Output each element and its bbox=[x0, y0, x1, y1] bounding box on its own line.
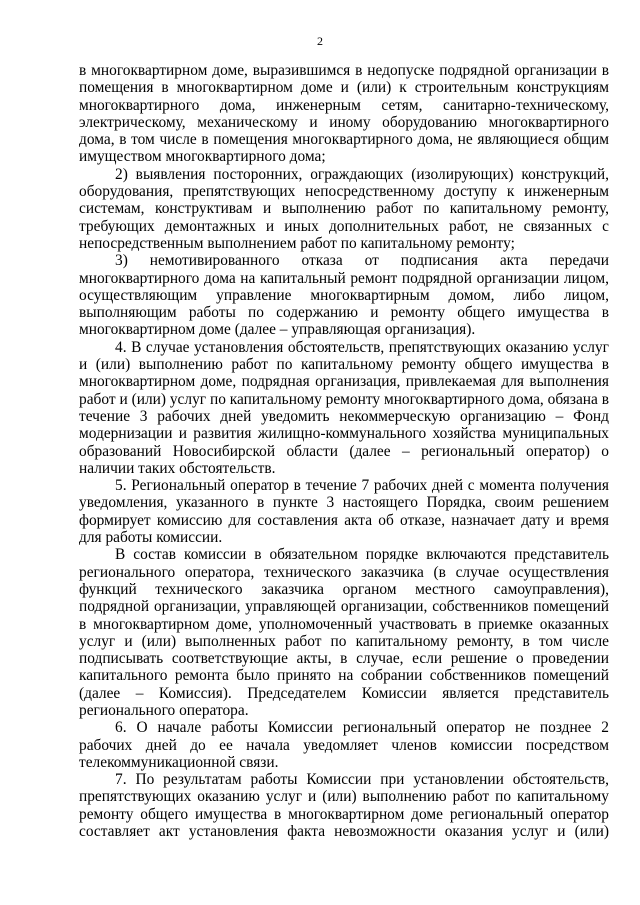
paragraph-item-2: 2) выявления посторонних, ограждающих (изолирующих) конструкций, оборудования, препятствующих непосредственному доступу к инженерным системам, конструктивам и выполнению работ по капитальному ремонту, требующих демонтажных и иных дополнительных работ, не связанных с непосредственным выполнением работ по капитальному ремонту; bbox=[79, 165, 609, 252]
paragraph-clause-5: 5. Региональный оператор в течение 7 рабочих дней с момента получения уведомления, указанного в пункте 3 настоящего Порядка, своим решением формирует комиссию для составления акта об отказе, назначает дату и время для работы комиссии. bbox=[79, 477, 609, 547]
paragraph-continuation: в многоквартирном доме, выразившимся в недопуске подрядной организации в помещения в многоквартирном доме и (или) к строительным конструкциям многоквартирного дома, инженерным сетям, санитарно-техническому, электрическому, механическому и иному оборудованию многоквартирного дома, в том числе в помещения многоквартирного дома, не являющиеся общим имуществом многоквартирного дома; bbox=[79, 62, 609, 166]
paragraph-commission-composition: В состав комиссии в обязательном порядке включаются представитель регионального оператора, технического заказчика (в случае осуществления функций технического заказчика органом местного самоуправления), подрядной организации, управляющей организации, собственников помещений в многоквартирном доме, уполномоченный участвовать в приемке оказанных услуг и (или) выполненных работ по капитальному ремонту, в том числе подписывать соответствующие акты, в случае, если решение о проведении капитального ремонта было принято на собрании собственников помещений (далее – Комиссия). Председателем Комиссии является представитель регионального оператора. bbox=[79, 546, 609, 719]
document-body bbox=[79, 62, 609, 840]
paragraph-clause-4: 4. В случае установления обстоятельств, препятствующих оказанию услуг и (или) выполнению работ по капитальному ремонту общего имущества в многоквартирном доме, подрядная организация, привлекаемая для выполнения работ и (или) услуг по капитальному ремонту многоквартирного дома, обязана в течение 3 рабочих дней уведомить некоммерческую организацию – Фонд модернизации и развития жилищно-коммунального хозяйства муниципальных образований Новосибирской области (далее – региональный оператор) о наличии таких обстоятельств. bbox=[79, 338, 609, 477]
page-number: 2 bbox=[317, 34, 323, 48]
paragraph-clause-6: 6. О начале работы Комиссии региональный оператор не позднее 2 рабочих дней до ее начала уведомляет членов комиссии посредством телекоммуникационной связи. bbox=[79, 719, 609, 771]
paragraph-clause-7: 7. По результатам работы Комиссии при установлении обстоятельств, препятствующих оказанию услуг и (или) выполнению работ по капитальному ремонту общего имущества в многоквартирном доме региональный оператор составляет акт установления факта невозможности оказания услуг и (или) bbox=[79, 771, 609, 841]
paragraph-item-3: 3) немотивированного отказа от подписания акта передачи многоквартирного дома на капитальный ремонт подрядной организации лицом, осуществляющим управление многоквартирным домом, либо лицом, выполняющим работы по содержанию и ремонту общего имущества в многоквартирном доме (далее – управляющая организация). bbox=[79, 252, 609, 339]
